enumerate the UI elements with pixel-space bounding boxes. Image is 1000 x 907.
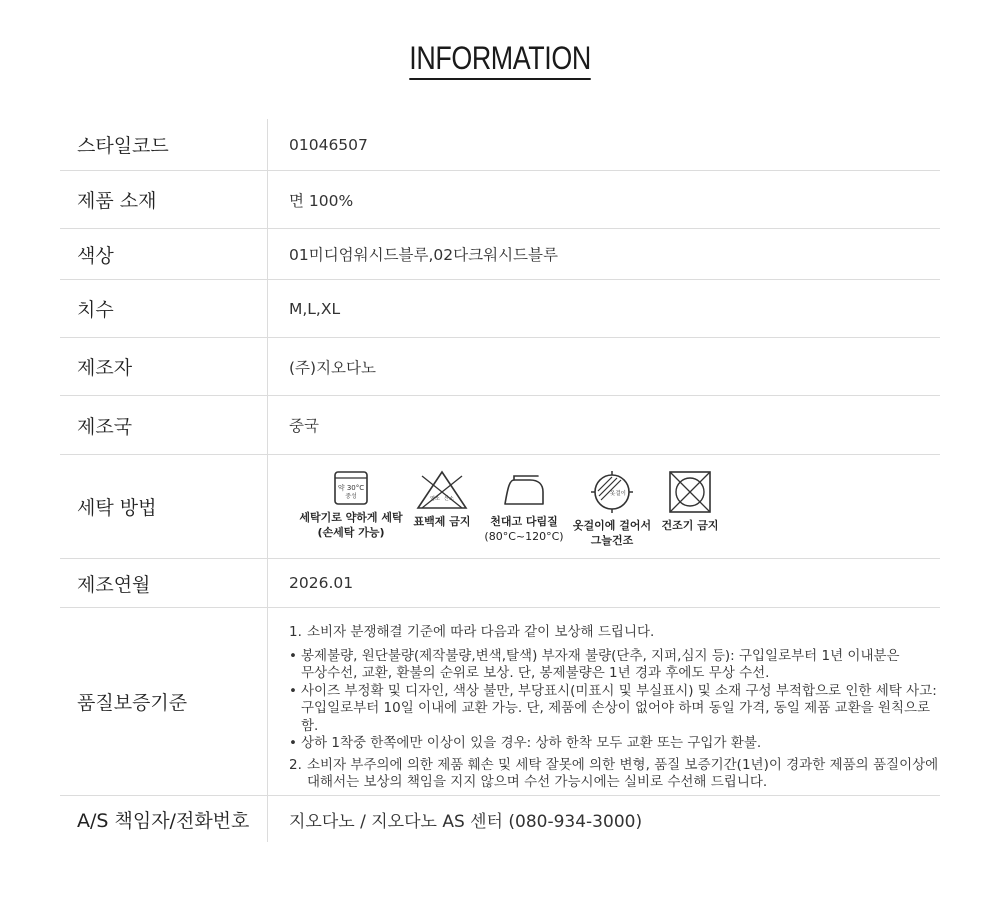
care-label-iron-line2: (80°C~120°C) [484, 529, 564, 543]
quality-item-1-mark: 1. [289, 624, 302, 640]
care-label-hang-dry [573, 518, 651, 548]
value-quality [268, 608, 940, 795]
care-label-no-tumble-dry [662, 518, 719, 533]
label-country: 제조국 [60, 396, 268, 454]
label-wash: 세탁 방법 [60, 455, 268, 558]
row-maker [60, 338, 940, 396]
care-item-washtub [299, 470, 403, 540]
row-wash [60, 455, 940, 559]
quality-bullet-1-mark: • [289, 647, 297, 664]
care-label-iron-line1: 천대고 다림질 [490, 514, 558, 528]
quality-bullet-1-line2: 무상수선, 교환, 환불의 순위로 보상. 단, 봉제불량은 1년 경과 후에도 무상 수선. [301, 665, 770, 681]
washtub-inner-line1: 약 30°C [337, 483, 365, 492]
care-item-no-bleach [410, 470, 474, 529]
label-color: 색상 [60, 229, 268, 279]
quality-bullet-2-line1: 사이즈 부정확 및 디자인, 색상 불만, 부당표시(미표시 및 부실표시) 및 소재 구성 부적합으로 인한 세탁 사고: [301, 682, 937, 699]
info-table [60, 119, 940, 842]
quality-bullet-1 [289, 648, 940, 683]
value-country: 중국 [289, 417, 319, 435]
quality-bullet-2-line2: 구입일로부터 10일 이내에 교환 가능. 단, 제품에 손상이 없어야 하며 동일 가격, 동일 제품 교환을 원칙으로 함. [301, 700, 931, 734]
no-tumble-dry-icon [667, 470, 713, 514]
row-size [60, 280, 940, 338]
quality-item-2 [289, 757, 940, 792]
quality-item-1-text: 소비자 분쟁해결 기준에 따라 다음과 같이 보상해 드립니다. [307, 624, 655, 640]
label-quality: 품질보증기준 [60, 608, 268, 795]
care-label-hang-dry-line2: 그늘건조 [590, 533, 634, 547]
row-color [60, 229, 940, 280]
quality-item-1 [289, 624, 940, 642]
value-as: 지오다노 / 지오다노 AS 센터 (080-934-3000) [289, 811, 643, 832]
row-as [60, 796, 940, 842]
care-label-washtub-line1: 세탁기로 약하게 세탁 [299, 510, 403, 524]
hang-dry-shade-icon [588, 470, 636, 514]
value-wash [268, 455, 940, 558]
row-material [60, 171, 940, 229]
quality-item-2-mark: 2. [289, 756, 302, 773]
row-quality [60, 608, 940, 796]
value-style-code: 01046507 [289, 135, 368, 154]
title-wrap [0, 40, 1000, 80]
quality-bullet-2-text [301, 683, 940, 736]
quality-bullet-3-mark: • [289, 735, 297, 751]
care-label-no-bleach-line1: 표백제 금지 [413, 514, 471, 528]
washtub-30-icon [333, 470, 369, 506]
quality-item-2-line2: 대해서는 보상의 책임을 지지 않으며 수선 가능시에는 실비로 수선해 드립니다. [307, 774, 768, 790]
quality-bullet-1-text [301, 648, 940, 683]
label-date: 제조연월 [60, 559, 268, 607]
care-label-hang-dry-line1: 옷걸이에 걸어서 [572, 518, 652, 532]
quality-bullet-1-line1: 봉제불량, 원단불량(제작불량,변색,탈색) 부자재 불량(단추, 지퍼,심지 등): 구입일로부터 1년 이내분은 [301, 647, 900, 664]
label-style-code: 스타일코드 [60, 119, 268, 170]
care-item-iron [486, 470, 562, 544]
hang-dry-inner: 옷걸이 [610, 490, 626, 497]
no-bleach-inner-right: 산소 [444, 495, 454, 502]
care-item-no-tumble-dry [660, 470, 720, 533]
quality-item-2-text [307, 757, 940, 792]
value-date: 2026.01 [289, 574, 354, 592]
label-maker: 제조자 [60, 338, 268, 395]
label-material: 제품 소재 [60, 171, 268, 228]
care-icon-list [299, 466, 734, 548]
row-date [60, 559, 940, 608]
page-title: INFORMATION [409, 40, 591, 80]
care-label-no-tumble-dry-line1: 건조기 금지 [661, 518, 719, 532]
quality-bullet-2-mark: • [289, 682, 297, 699]
care-label-washtub [299, 510, 402, 540]
care-label-washtub-line2: (손세탁 가능) [317, 525, 385, 539]
row-country [60, 396, 940, 455]
care-label-iron [484, 514, 563, 544]
label-size: 치수 [60, 280, 268, 337]
quality-bullet-3 [289, 735, 940, 753]
value-maker: (주)지오다노 [289, 358, 376, 377]
no-bleach-inner-left: 염소 [430, 495, 440, 502]
care-label-no-bleach [414, 514, 471, 529]
washtub-inner-line2: 중성 [345, 492, 357, 500]
row-style-code [60, 119, 940, 171]
value-material: 면 100% [289, 191, 354, 210]
no-bleach-icon [416, 470, 468, 510]
value-size: M,L,XL [289, 299, 341, 318]
value-color: 01미디엄워시드블루,02다크워시드블루 [289, 246, 558, 264]
quality-item-2-line1: 소비자 부주의에 의한 제품 훼손 및 세탁 잘못에 의한 변형, 품질 보증기간(1년)이 경과한 제품의 품질이상에 [307, 756, 939, 773]
quality-bullet-3-text: 상하 1착중 한쪽에만 이상이 있을 경우: 상하 한착 모두 교환 또는 구입가 환불. [301, 735, 762, 751]
quality-bullet-2 [289, 683, 940, 736]
label-as: A/S 책임자/전화번호 [60, 796, 268, 842]
care-item-hang-dry [572, 470, 652, 548]
iron-icon [500, 470, 548, 510]
